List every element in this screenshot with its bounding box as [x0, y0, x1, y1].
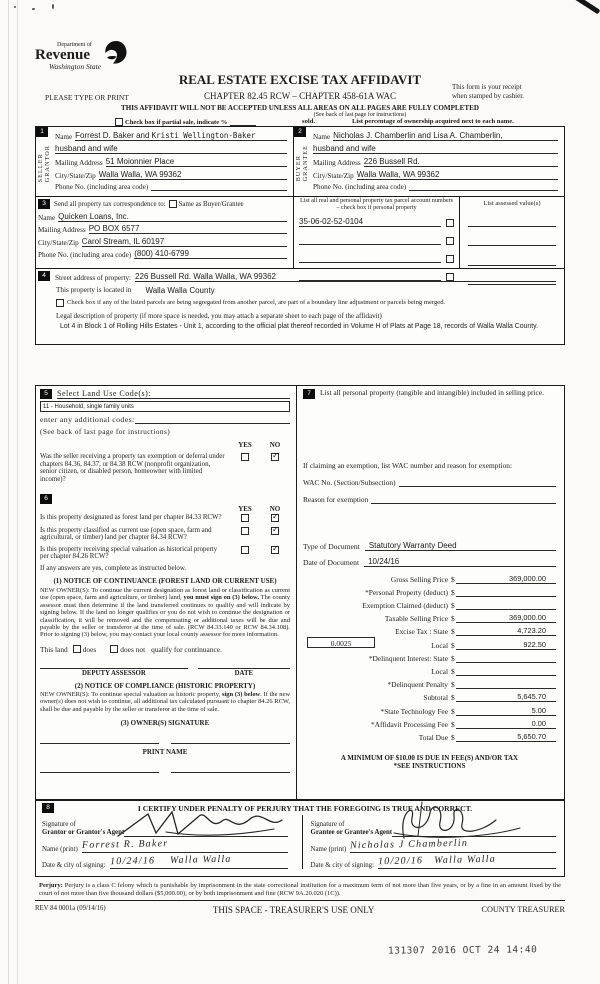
- this-land-label: This land: [40, 644, 68, 654]
- additional-codes-label: enter any additional codes:: [40, 415, 135, 424]
- buyer-city-label: City/State/Zip: [313, 172, 354, 180]
- grantor-side-label: GRANTOR: [44, 145, 51, 183]
- type-of-document-label: Type of Document: [303, 541, 360, 551]
- corr-city-field[interactable]: Carol Stream, IL 60197: [82, 237, 287, 247]
- grantor-signature-of-label: Signature of: [42, 821, 76, 828]
- if-yes-note: If any answers are yes, complete as instructed below.: [40, 564, 187, 572]
- grantee-signature-of-label: Signature of: [310, 821, 345, 828]
- buyer-phone-label: Phone No. (including area code): [313, 183, 407, 191]
- no-header-2: NO: [269, 505, 281, 514]
- partial-sale-label: Check box if partial sale, indicate %: [125, 119, 228, 126]
- delinquent-penalty-field[interactable]: [456, 680, 556, 689]
- located-in-label: This property is located in: [56, 286, 132, 294]
- owner-sign-line[interactable]: [171, 743, 290, 744]
- excise-tax-state-field[interactable]: 4,723.20: [456, 626, 556, 636]
- state-technology-fee-field[interactable]: 5.00: [456, 706, 556, 716]
- seller-address-label: Mailing Address: [55, 159, 103, 167]
- current-use-no-checkbox[interactable]: [271, 527, 279, 535]
- print-name-title: PRINT NAME: [142, 747, 188, 756]
- buyer-name-label: Name: [313, 133, 331, 141]
- exemption-yes-checkbox[interactable]: [241, 453, 249, 461]
- historical-no-checkbox[interactable]: [271, 546, 279, 554]
- forest-land-question: Is this property designated as forest land per chapter 84.33 RCW?: [40, 514, 222, 522]
- seller-section: [36, 127, 293, 196]
- taxable-selling-price-field[interactable]: 369,000.00: [456, 613, 556, 623]
- no-header: NO: [269, 441, 281, 449]
- dept-small-label: Department of: [57, 42, 92, 48]
- segregated-label: Check box if any of the listed parcels are being segregated from another parcel, are part of a boundary line adjustment or parcels being merged.: [67, 299, 446, 306]
- wac-label: WAC No. (Section/Subsection): [303, 478, 396, 487]
- does-not-checkbox[interactable]: [110, 645, 118, 653]
- section-3-number: 3: [38, 199, 50, 209]
- type-of-document-field[interactable]: Statutory Warranty Deed: [365, 541, 556, 551]
- seller-name-line2-field[interactable]: husband and wife: [55, 144, 287, 154]
- grantee-name-print-field[interactable]: Nicholas J Chamberlin: [350, 834, 556, 853]
- deputy-assessor-label: DEPUTY ASSESSOR: [81, 669, 146, 677]
- deputy-assessor-sign-line[interactable]: [40, 668, 188, 669]
- see-back-note-2: (See back of last page for instructions): [40, 427, 171, 436]
- corr-phone-label: Phone No. (including area code): [38, 251, 132, 259]
- buyer-address-label: Mailing Address: [313, 159, 361, 167]
- qualify-label: qualify for continuance.: [151, 644, 222, 654]
- owners-signature-title: (3) OWNER(S) SIGNATURE: [120, 718, 210, 727]
- grantee-date-field[interactable]: 10/20/16 Walla Walla: [378, 850, 556, 869]
- money-row-exemption: Exemption Claimed (deduct) $: [303, 597, 556, 610]
- cashier-stamp: 131307 2016 OCT 24 14:40: [387, 944, 538, 957]
- grantee-signature-block: Signature of Grantee or Grantee's Agent Name (print) Nicholas J Chamberlin Date & city of signing: 10/20/16 Walla Walla: [302, 815, 557, 869]
- legal-description-label: Legal description of property (if more space is needed, you may attach a separate sheet to each page of the affidavit): [56, 311, 382, 320]
- seller-phone-label: Phone No. (including area code): [55, 183, 149, 191]
- continuance-qualify-row: [40, 645, 290, 654]
- section-1-number: 1: [36, 127, 48, 137]
- pen-mark-artifact: [568, 0, 600, 14]
- money-row-delinquent-penalty: *Delinquent Penalty $: [303, 676, 556, 689]
- corr-name-label: Name: [38, 213, 56, 222]
- date-of-document-label: Date of Document: [303, 557, 360, 567]
- money-row-local: 0.0025 Local $ 922.50: [303, 636, 556, 649]
- buyer-address-field[interactable]: 226 Bussell Rd.: [364, 157, 558, 167]
- notice-compliance-text: NEW OWNER(S): To continue special valuation as historic property, sign (3) below. If the new owner(s) does not wish to continue, all additional tax calculated pursuant to chapter 84.26 RCW, shall be due and payable by the seller or transferor at the time of sale.: [40, 690, 290, 713]
- personal-property-field[interactable]: [303, 399, 556, 461]
- money-row-gross: Gross Selling Price $ 369,000.00: [303, 571, 556, 584]
- section-2-number: 2: [294, 127, 306, 137]
- money-row-affidavit-fee: *Affidavit Processing Fee $ 0.00: [303, 716, 556, 729]
- forest-no-checkbox[interactable]: [271, 514, 279, 522]
- delinquent-interest-local-field[interactable]: [456, 667, 556, 676]
- buyer-section: [293, 127, 564, 196]
- scan-artifact-line: [17, 0, 18, 984]
- tax-column: [296, 386, 564, 799]
- property-section: [36, 269, 564, 331]
- ownership-label: List percentage of ownership acquired next to each name.: [352, 118, 514, 125]
- certification-section: [35, 800, 565, 877]
- owner-sign-line[interactable]: [40, 743, 159, 744]
- forest-yes-checkbox[interactable]: [241, 514, 249, 522]
- section-6-number: 6: [40, 494, 52, 504]
- yes-header: YES: [238, 441, 252, 449]
- owner-signature-lines: [40, 743, 290, 744]
- land-use-code-select[interactable]: 11 - Household, single family units: [40, 401, 290, 412]
- current-use-yes-checkbox[interactable]: [241, 527, 249, 535]
- rev-number: REV 84 0001a (09/14/16): [35, 905, 106, 912]
- buyer-phone-field[interactable]: [409, 190, 558, 191]
- send-correspondence-label: Send all property tax correspondence to:: [54, 200, 166, 208]
- legal-description-field[interactable]: Lot 4 in Block 1 of Rolling Hills Estates - Unit 1, according to the official plat thereof recorded in Volume H of Plats at Page 18, records of Walla Walla County.: [60, 322, 538, 330]
- money-row-total-due: Total Due $ 5,650.70: [303, 729, 556, 742]
- grantee-signature-line[interactable]: [392, 836, 556, 837]
- corr-name-field[interactable]: Quicken Loans, Inc.: [58, 212, 287, 222]
- affidavit-processing-fee-field[interactable]: 0.00: [456, 719, 556, 729]
- historical-yes-checkbox[interactable]: [241, 546, 249, 554]
- grantee-side-label: GRANTEE: [302, 145, 309, 182]
- delinquent-interest-state-field[interactable]: [456, 654, 556, 663]
- section-7-number: 7: [303, 389, 315, 399]
- parcel-numbers-column: [293, 197, 459, 268]
- personal-property-deduct-field[interactable]: [456, 588, 556, 597]
- form-title: REAL ESTATE EXCISE TAX AFFIDAVIT: [178, 72, 422, 87]
- county-field[interactable]: Walla Walla County: [145, 286, 215, 295]
- total-due-field[interactable]: 5,650.70: [456, 732, 556, 742]
- revenue-swirl-icon: [103, 40, 129, 66]
- seller-name-field[interactable]: Forrest D. Baker and Kristi Wellington-Baker: [75, 131, 287, 141]
- deputy-assessor-row: [40, 668, 290, 677]
- exemption-no-checkbox[interactable]: [271, 453, 279, 461]
- money-row-subtotal: Subtotal $ 5,645.70: [303, 689, 556, 702]
- land-use-heading: Select Land Use Code(s):: [57, 389, 290, 399]
- seller-phone-field[interactable]: [151, 190, 287, 191]
- print-name-line[interactable]: [40, 772, 159, 773]
- section-4-number: 4: [38, 271, 50, 281]
- warning-label: THIS AFFIDAVIT WILL NOT BE ACCEPTED UNLESS ALL AREAS ON ALL PAGES ARE FULLY COMPLETED: [121, 104, 479, 112]
- excise-tax-local-field[interactable]: 922.50: [456, 640, 556, 650]
- parcel-personal-checkbox[interactable]: [446, 219, 454, 227]
- notice-continuance-text: NEW OWNER(S): To continue the current designation as forest land or classification as current use (open space, farm and agriculture, or timber) land, you must sign on (3) below. The county assessor must then determine if the land transferred continues to qualify and will indicate by signing below. If the land no longer qualifies or you do not wish to continue the designation or classification, it will be removed and the compensating or additional taxes will be due and payable by the seller or transferor at the time of sale. (RCW 84.33.140 or RCW 84.34.108). Prior to signing (3) below, you may contact your local county assessor for more information.: [40, 586, 290, 639]
- corr-city-label: City/State/Zip: [38, 238, 79, 247]
- current-use-question: Is this property classified as current use (open space, farm and agricultural, or timber) land per chapter 84.34 RCW?: [40, 526, 212, 542]
- partial-sale-row: [115, 118, 259, 126]
- does-checkbox[interactable]: [73, 645, 81, 653]
- street-address-field[interactable]: 226 Bussell Rd. Walla Walla, WA 99362: [135, 272, 556, 282]
- sold-label: sold.: [302, 118, 316, 125]
- same-as-buyer-checkbox[interactable]: [169, 200, 177, 208]
- assessed-header: List assessed value(s): [483, 200, 541, 207]
- partial-sale-checkbox[interactable]: [115, 118, 123, 126]
- grantor-signature-line[interactable]: [124, 836, 287, 837]
- buyer-side-label: BUYER: [295, 155, 302, 182]
- personal-property-label: List all personal property (tangible and intangible) included in selling price.: [320, 388, 544, 397]
- parcel-number-field[interactable]: [299, 236, 441, 245]
- seller-city-field[interactable]: Walla Walla, WA 99362: [99, 170, 287, 180]
- money-row-delinquent-interest-state: *Delinquent Interest: State $: [303, 650, 556, 663]
- assessed-value-field[interactable]: [468, 238, 556, 246]
- wac-field[interactable]: [399, 486, 556, 487]
- treasurer-space-label: THIS SPACE - TREASURER'S USE ONLY: [212, 905, 375, 915]
- dept-sub-label: Washington State: [49, 62, 102, 71]
- grantor-name-print-label: Name (print): [42, 846, 78, 853]
- does-not-label: does not: [120, 644, 146, 654]
- assessor-date-line[interactable]: [198, 668, 290, 669]
- grantee-signature-scrawl: [388, 800, 538, 840]
- perjury-note: Perjury: Perjury is a class C felony which is punishable by imprisonment in the state correctional institution for a maximum term of not more than five years, or by a fine in an amount fixed by the court of not more than five thousand dollars ($5,000.00), or by both imprisonment and fine (RCW 9A.20.020 (1C)).: [35, 880, 565, 901]
- same-as-buyer-label: Same as Buyer/Grantee: [178, 200, 244, 208]
- parcel-personal-checkbox[interactable]: [446, 237, 454, 245]
- print-name-lines: [40, 772, 290, 773]
- buyer-name-line2-field[interactable]: husband and wife: [313, 144, 558, 154]
- chapter-label: CHAPTER 82.45 RCW – CHAPTER 458-61A WAC: [204, 91, 396, 101]
- grantor-signature-scrawl: [114, 806, 284, 840]
- claiming-exemption-label: If claiming an exemption, list WAC number and reason for exemption:: [303, 461, 513, 470]
- seller-name-label: Name: [55, 133, 73, 141]
- corr-address-field[interactable]: PO BOX 6577: [89, 224, 287, 234]
- notice-compliance-title: (2) NOTICE OF COMPLIANCE (HISTORIC PROPERTY): [74, 681, 256, 690]
- minimum-note-line1: A MINIMUM OF $10.00 IS DUE IN FEE(S) AND/OR TAX: [340, 753, 519, 762]
- scan-speck: [52, 4, 54, 9]
- grantor-name-print-field[interactable]: Forrest R. Baker: [82, 834, 288, 853]
- corr-phone-field[interactable]: (800) 410-6799: [134, 249, 287, 259]
- correspondence-section: [36, 197, 293, 268]
- assessed-value-field[interactable]: [468, 258, 556, 266]
- assessed-values-column: [459, 197, 564, 268]
- dept-big-label: Revenue: [35, 47, 90, 63]
- corr-address-label: Mailing Address: [38, 226, 86, 234]
- parcel-number-field[interactable]: 35-06-02-52-0104: [299, 217, 441, 227]
- section-8-number: 8: [42, 803, 54, 813]
- footer-row: [35, 905, 565, 915]
- notice-continuance-title: (1) NOTICE OF CONTINUANCE (FOREST LAND OR CURRENT USE): [53, 576, 277, 585]
- gross-selling-price-field[interactable]: 369,000.00: [456, 574, 556, 584]
- assessed-value-field[interactable]: [468, 219, 556, 227]
- local-rate-box: 0.0025: [307, 637, 375, 648]
- parcel-header: List all real and personal property tax parcel account numbers – check box if personal property: [299, 197, 454, 211]
- yes-header-2: YES: [238, 505, 252, 514]
- land-use-column: [36, 386, 296, 799]
- print-name-line[interactable]: [171, 772, 290, 773]
- seller-city-label: City/State/Zip: [55, 172, 96, 180]
- please-type-label: PLEASE TYPE OR PRINT: [45, 93, 129, 102]
- subtotal-field[interactable]: 5,645.70: [456, 692, 556, 702]
- money-row-personal-property: *Personal Property (deduct) $: [303, 584, 556, 597]
- see-back-note: (See back of last page for instructions): [313, 112, 407, 118]
- buyer-name-field[interactable]: Nicholas J. Chamberlin and Lisa A. Chamberlin,: [333, 131, 558, 141]
- certify-heading: I CERTIFY UNDER PENALTY OF PERJURY THAT THE FOREGOING IS TRUE AND CORRECT.: [137, 803, 473, 813]
- receipt-note: This form is your receipt when stamped by cashier.: [452, 83, 524, 100]
- does-label: does: [82, 644, 97, 654]
- county-treasurer-label: COUNTY TREASURER: [481, 905, 565, 914]
- grantee-name-print-label: Name (print): [310, 846, 347, 853]
- grantee-date-label: Date & city of signing:: [310, 862, 375, 869]
- money-row-delinquent-interest-local: Local $: [303, 663, 556, 676]
- section-5-number: 5: [40, 389, 52, 399]
- street-address-label: Street address of property:: [55, 274, 132, 282]
- parcel-number-field[interactable]: [299, 254, 441, 263]
- scan-artifact-line: [8, 0, 9, 984]
- historical-question: Is this property receiving special valuation as historical property per chapter 84.26 RCW?: [40, 545, 218, 561]
- money-row-taxable: Taxable Selling Price $ 369,000.00: [303, 610, 556, 623]
- top-form-block: [35, 126, 565, 345]
- segregated-checkbox[interactable]: [56, 299, 64, 307]
- grantor-signature-block: Signature of Grantor or Grantor's Agent Name (print) Forrest R. Baker Date & city of signing: 10/24/16 Walla Walla: [42, 815, 302, 869]
- revenue-logo: [35, 42, 129, 71]
- buyer-city-field[interactable]: Walla Walla, WA 99362: [357, 170, 558, 180]
- exemption-question: Was the seller receiving a property tax exemption or deferral under chapters 84.36, 84.37, or 84.38 RCW (nonprofit organization, senior citizen, or disabled person, homeowner with limited income)?: [40, 453, 225, 483]
- additional-codes-field[interactable]: [135, 423, 290, 424]
- money-row-excise-state: Excise Tax : State $ 4,723.20: [303, 623, 556, 636]
- grantor-date-label: Date & city of signing:: [42, 862, 106, 869]
- reason-label: Reason for exemption: [303, 495, 369, 504]
- minimum-note-line2: *SEE INSTRUCTIONS: [393, 761, 466, 770]
- scan-speck: [32, 8, 35, 10]
- scan-speck: [14, 6, 16, 8]
- money-row-tech-fee: *State Technology Fee $ 5.00: [303, 702, 556, 715]
- reason-field[interactable]: [371, 503, 556, 504]
- middle-form-block: [35, 385, 565, 800]
- date-of-document-field[interactable]: 10/24/16: [364, 557, 556, 567]
- exemption-claimed-field[interactable]: [456, 601, 556, 610]
- seller-side-label: SELLER: [37, 153, 44, 183]
- parcel-personal-checkbox[interactable]: [446, 255, 454, 263]
- assessor-date-label: DATE: [234, 669, 254, 677]
- grantor-date-field[interactable]: 10/24/16 Walla Walla: [110, 850, 288, 869]
- seller-address-field[interactable]: 51 Moionnier Place: [106, 157, 287, 167]
